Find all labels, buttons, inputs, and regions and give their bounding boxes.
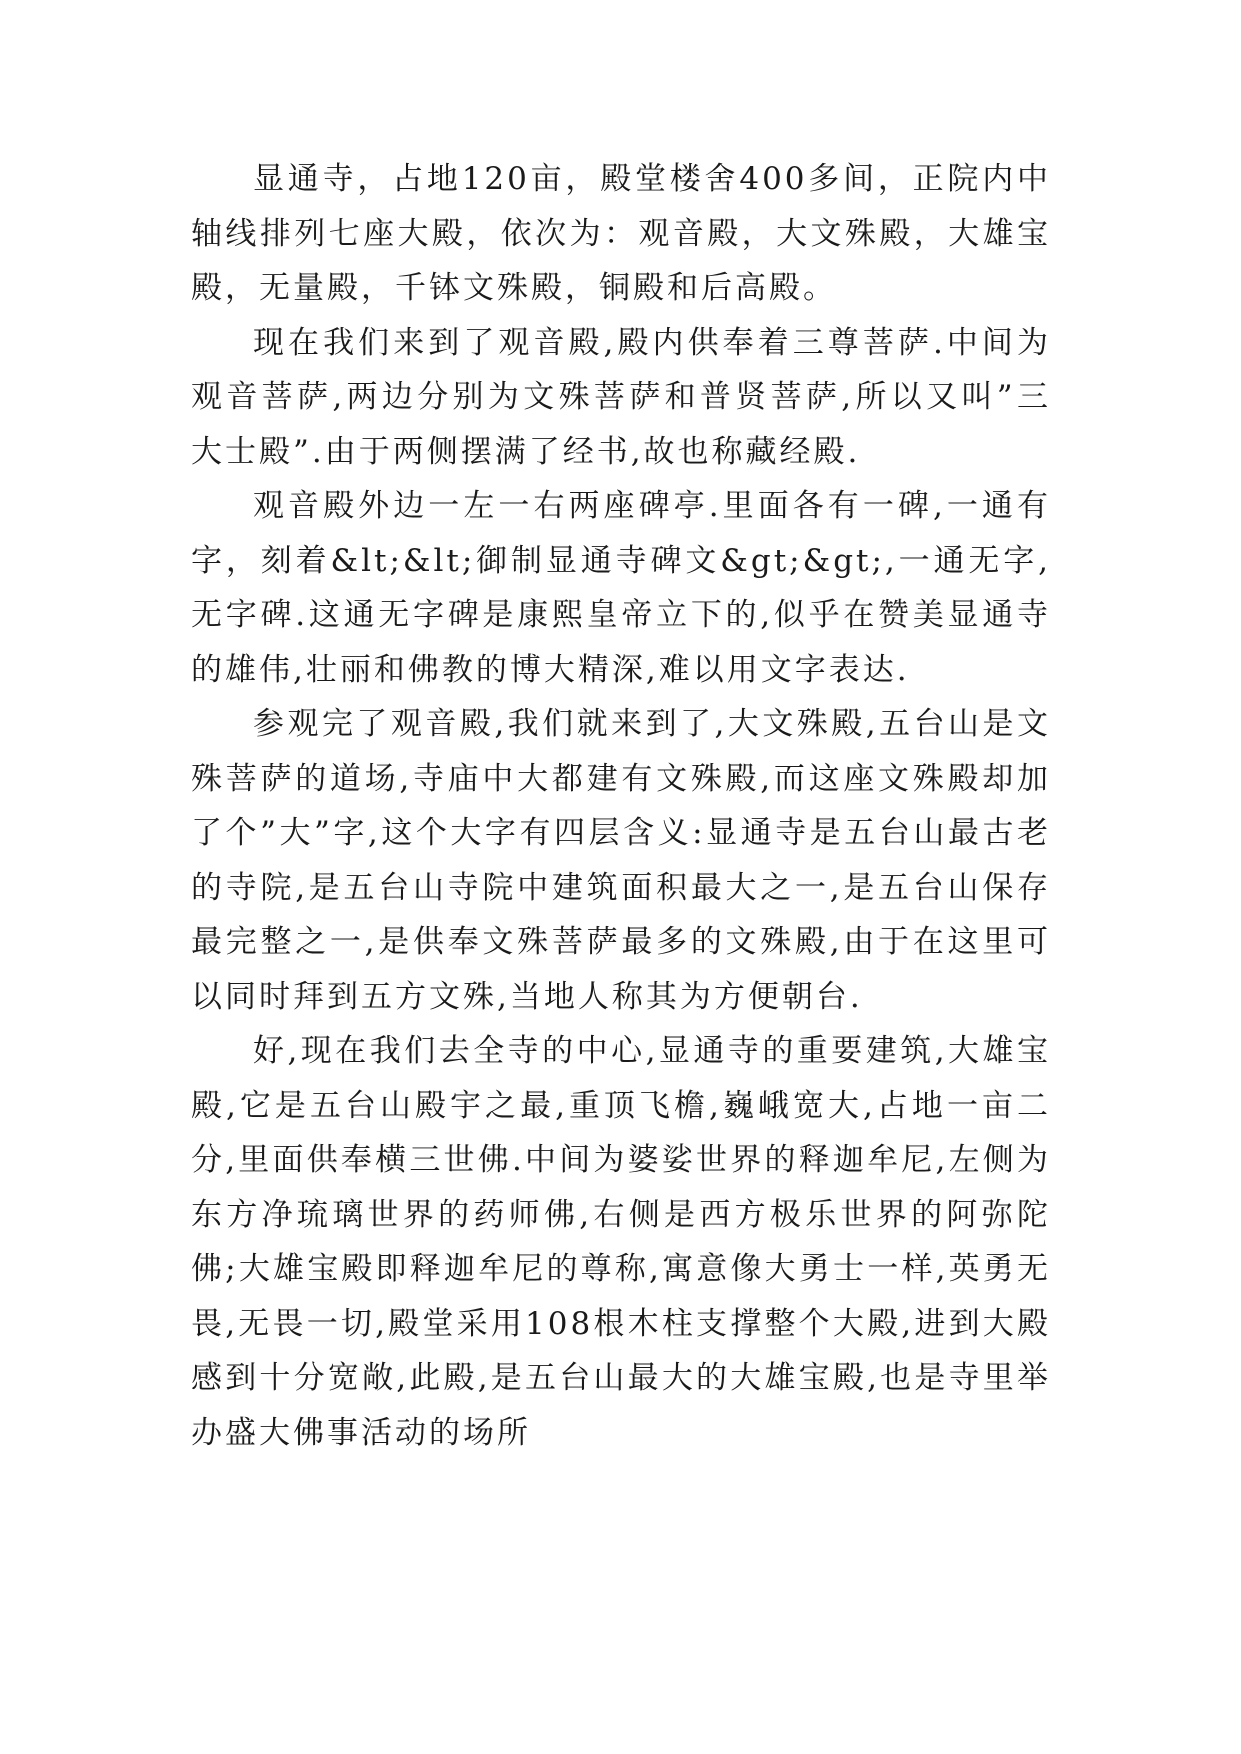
paragraph-great-manjusri-hall: 参观完了观音殿,我们就来到了,大文殊殿,五台山是文殊菩萨的道场,寺庙中大都建有文殊殿,而这座文殊殿却加了个”大”字,这个大字有四层含义:显通寺是五台山最古老的寺院,是五台山寺院中建筑面积最大之一,是五台山保存最完整之一,是供奉文殊菩萨最多的文殊殿,由于在这里可以同时拜到五方文殊,当地人称其为方便朝台.	[191, 706, 1051, 1015]
paragraph-guanyin-hall: 现在我们来到了观音殿,殿内供奉着三尊菩萨.中间为观音菩萨,两边分别为文殊菩萨和普贤菩萨,所以又叫”三大士殿”.由于两侧摆满了经书,故也称藏经殿.	[191, 324, 1051, 470]
paragraph-mahavira-hall: 好,现在我们去全寺的中心,显通寺的重要建筑,大雄宝殿,它是五台山殿宇之最,重顶飞檐,巍峨宽大,占地一亩二分,里面供奉横三世佛.中间为婆娑世界的释迦牟尼,左侧为东方净琉璃世界的药师佛,右侧是西方极乐世界的阿弥陀佛;大雄宝殿即释迦牟尼的尊称,寓意像大勇士一样,英勇无畏,无畏一切,殿堂采用108根木柱支撑整个大殿,进到大殿感到十分宽敞,此殿,是五台山最大的大雄宝殿,也是寺里举办盛大佛事活动的场所	[191, 1033, 1051, 1451]
document-body	[191, 152, 1051, 1460]
paragraph-stele-pavilions: 观音殿外边一左一右两座碑亭.里面各有一碑,一通有字，刻着&lt;&lt;御制显通寺碑文&gt;&gt;,一通无字,无字碑.这通无字碑是康熙皇帝立下的,似乎在赞美显通寺的雄伟,壮丽和佛教的博大精深,难以用文字表达.	[191, 488, 1051, 688]
paragraph-xiantong-temple-overview: 显通寺，占地120亩，殿堂楼舍400多间，正院内中轴线排列七座大殿，依次为：观音殿，大文殊殿，大雄宝殿，无量殿，千钵文殊殿，铜殿和后高殿。	[191, 161, 1051, 306]
